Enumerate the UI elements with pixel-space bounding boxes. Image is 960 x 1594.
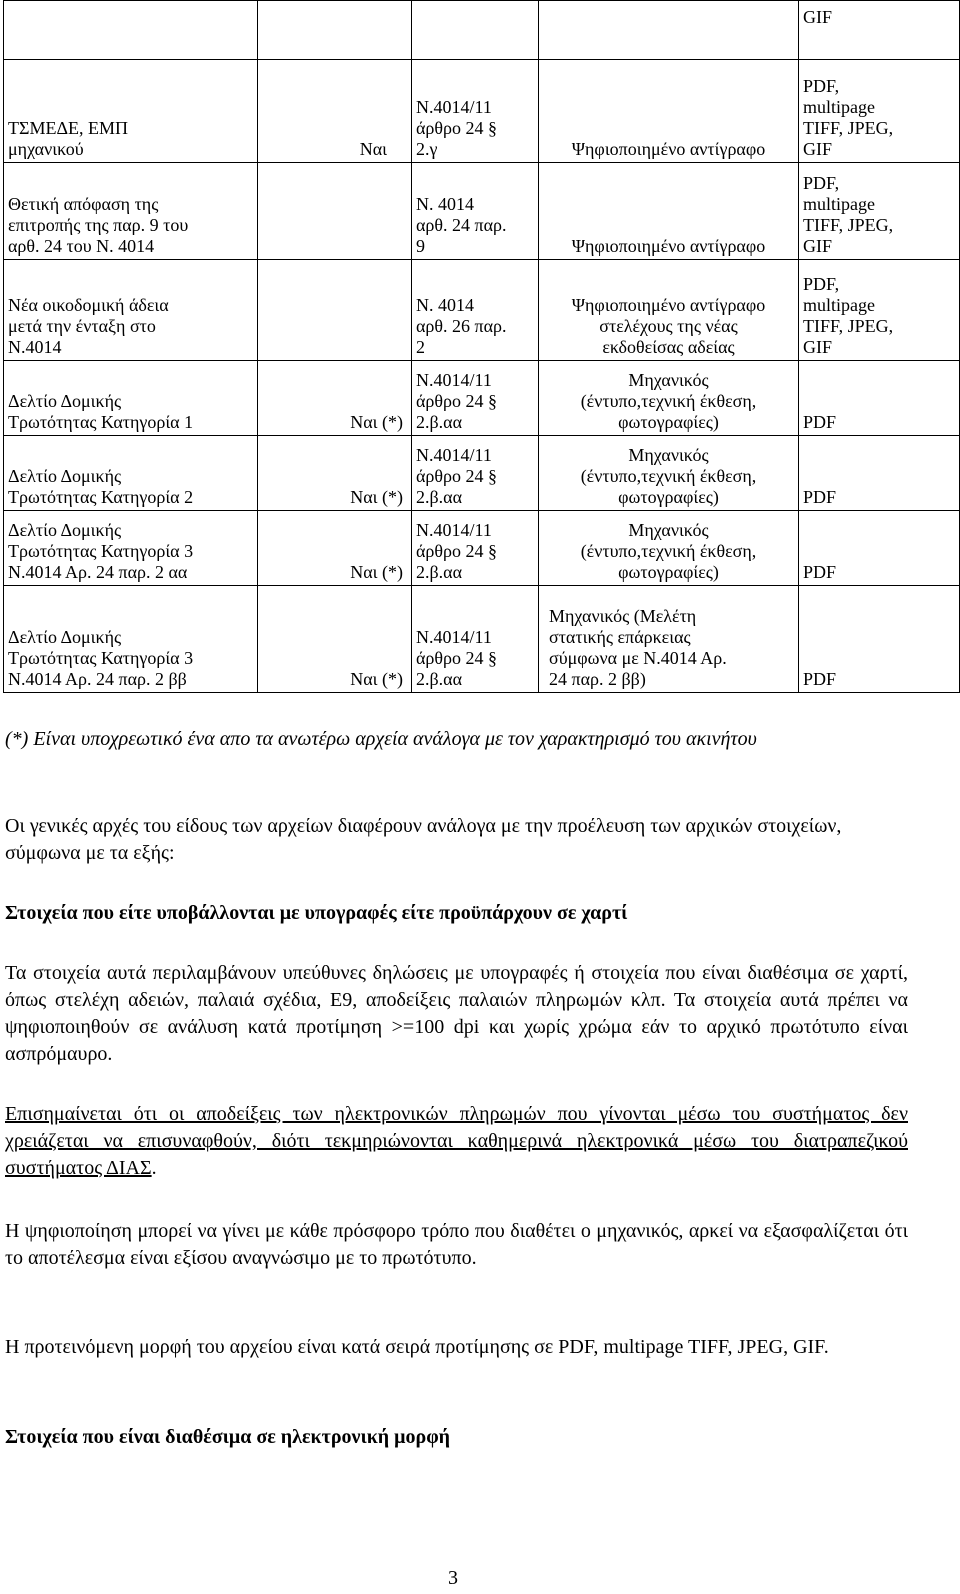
law-cell: [412, 1, 539, 60]
doc-cell: Δελτίο Δομικής Τρωτότητας Κατηγορία 2: [4, 436, 258, 511]
format-cell: PDF: [799, 361, 960, 436]
law-cell: Ν.4014/11 άρθρο 24 § 2.β.αα: [412, 361, 539, 436]
type-cell: Ψηφιοποιημένο αντίγραφο στελέχους της νέας εκδοθείσας αδείας: [539, 260, 799, 361]
doc-cell: Δελτίο Δομικής Τρωτότητας Κατηγορία 3 Ν.4014 Αρ. 24 παρ. 2 αα: [4, 511, 258, 586]
footnote: (*) Είναι υποχρεωτικό ένα απο τα ανωτέρω αρχεία ανάλογα με τον χαρακτηρισμό του ακινήτου: [5, 728, 757, 750]
table-row: [4, 586, 960, 693]
table-row: [4, 60, 960, 163]
format-cell: PDF: [799, 511, 960, 586]
required-cell: Ναι: [258, 60, 412, 163]
type-cell: Μηχανικός (Μελέτη στατικής επάρκειας σύμφωνα με Ν.4014 Αρ. 24 παρ. 2 ββ): [539, 586, 799, 693]
required-cell: [258, 163, 412, 260]
paragraph-file-format: Η προτεινόμενη μορφή του αρχείου είναι κατά σειρά προτίμησης σε PDF, multipage TIFF, JPEG, GIF.: [5, 1336, 829, 1358]
section-heading: Στοιχεία που είτε υποβάλλονται με υπογραφές είτε προϋπάρχουν σε χαρτί: [5, 902, 628, 924]
law-cell: Ν.4014/11 άρθρο 24 § 2.β.αα: [412, 586, 539, 693]
required-cell: [258, 260, 412, 361]
table-row: [4, 436, 960, 511]
table-row: [4, 361, 960, 436]
type-cell: Μηχανικός (έντυπο,τεχνική έκθεση, φωτογραφίες): [539, 511, 799, 586]
sentence-end: .: [151, 1157, 157, 1179]
required-cell: [258, 1, 412, 60]
law-cell: Ν.4014/11 άρθρο 24 § 2.β.αα: [412, 511, 539, 586]
page-number: 3: [448, 1567, 458, 1589]
law-cell: Ν. 4014 αρθ. 26 παρ. 2: [412, 260, 539, 361]
underlined-text: Επισημαίνεται ότι οι αποδείξεις των ηλεκτρονικών πληρωμών που γίνονται μέσω του συστήματος δεν χρειάζεται να επισυναφθούν, διότι τεκμηριώνονται καθημερινά ηλεκτρονικά μέσω του διατραπεζικού συστήματος ΔΙΑΣ: [5, 1103, 908, 1179]
doc-cell: Θετική απόφαση της επιτροπής της παρ. 9 του αρθ. 24 του Ν. 4014: [4, 163, 258, 260]
format-cell: PDF, multipage TIFF, JPEG, GIF: [799, 163, 960, 260]
paragraph-electronic-payments: [5, 1101, 908, 1182]
format-cell: GIF: [799, 1, 960, 60]
law-cell: Ν. 4014 αρθ. 24 παρ. 9: [412, 163, 539, 260]
doc-cell: [4, 1, 258, 60]
type-cell: Μηχανικός (έντυπο,τεχνική έκθεση, φωτογραφίες): [539, 361, 799, 436]
section-heading: Στοιχεία που είναι διαθέσιμα σε ηλεκτρονική μορφή: [5, 1426, 451, 1448]
type-cell: Μηχανικός (έντυπο,τεχνική έκθεση, φωτογραφίες): [539, 436, 799, 511]
type-cell: Ψηφιοποιημένο αντίγραφο: [539, 60, 799, 163]
format-cell: PDF, multipage TIFF, JPEG, GIF: [799, 260, 960, 361]
required-cell: Ναι (*): [258, 586, 412, 693]
table-row: [4, 511, 960, 586]
format-cell: PDF: [799, 436, 960, 511]
law-cell: Ν.4014/11 άρθρο 24 § 2.γ: [412, 60, 539, 163]
intro-paragraph: Οι γενικές αρχές του είδους των αρχείων διαφέρουν ανάλογα με την προέλευση των αρχικών στοιχείων, σύμφωνα με τα εξής:: [5, 815, 842, 864]
format-cell: PDF: [799, 586, 960, 693]
doc-cell: Δελτίο Δομικής Τρωτότητας Κατηγορία 1: [4, 361, 258, 436]
format-cell: PDF, multipage TIFF, JPEG, GIF: [799, 60, 960, 163]
table-row: [4, 260, 960, 361]
type-cell: Ψηφιοποιημένο αντίγραφο: [539, 163, 799, 260]
required-cell: Ναι (*): [258, 511, 412, 586]
documents-table: [3, 0, 960, 693]
table-row: [4, 163, 960, 260]
paragraph-digitization: Η ψηφιοποίηση μπορεί να γίνει με κάθε πρόσφορο τρόπο που διαθέτει ο μηχανικός, αρκεί να εξασφαλίζεται ότι το αποτέλεσμα είναι εξίσου αναγνώσιμο με το πρωτότυπο.: [5, 1220, 908, 1269]
doc-cell: Δελτίο Δομικής Τρωτότητας Κατηγορία 3 Ν.4014 Αρ. 24 παρ. 2 ββ: [4, 586, 258, 693]
required-cell: Ναι (*): [258, 436, 412, 511]
doc-cell: ΤΣΜΕΔΕ, ΕΜΠ μηχανικού: [4, 60, 258, 163]
required-cell: Ναι (*): [258, 361, 412, 436]
law-cell: Ν.4014/11 άρθρο 24 § 2.β.αα: [412, 436, 539, 511]
doc-cell: Νέα οικοδομική άδεια μετά την ένταξη στο Ν.4014: [4, 260, 258, 361]
type-cell: [539, 1, 799, 60]
paragraph-paper-documents: Τα στοιχεία αυτά περιλαμβάνουν υπεύθυνες δηλώσεις με υπογραφές ή στοιχεία που είναι διαθέσιμα σε χαρτί, όπως στελέχη αδειών, παλαιά σχέδια, Ε9, αποδείξεις παλαιών πληρωμών κλπ. Τα στοιχεία αυτά πρέπει να ψηφιοποιηθούν σε ανάλυση κατά προτίμηση >=100 dpi και χωρίς χρώμα εάν το αρχικό πρωτότυπο είναι ασπρόμαυρο.: [5, 962, 908, 1065]
table-row: [4, 1, 960, 60]
